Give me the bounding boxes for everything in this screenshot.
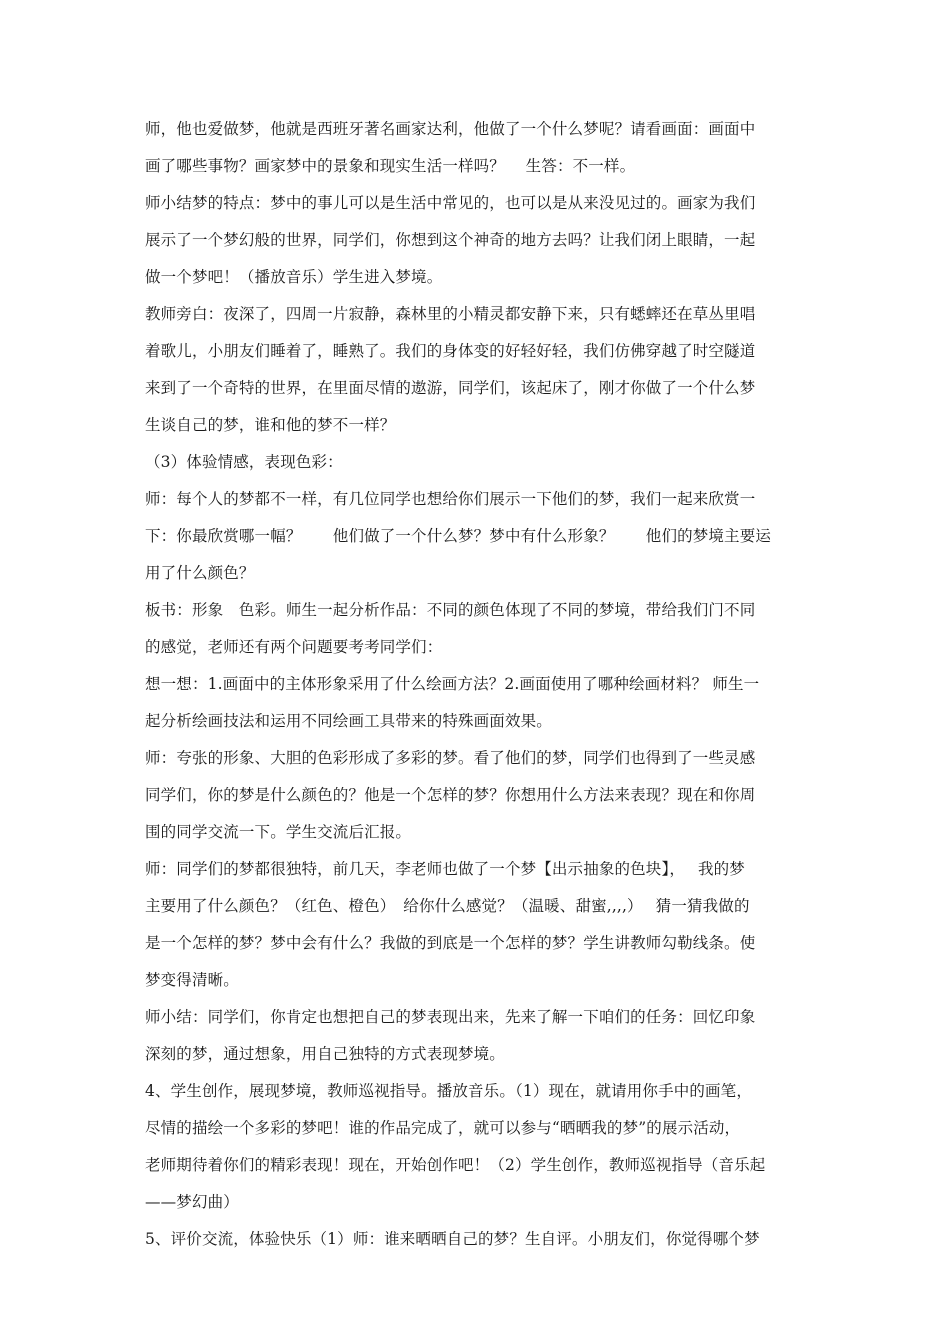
text-line: 画了哪些事物？画家梦中的景象和现实生活一样吗？ 生答：不一样。 — [145, 157, 636, 175]
text-line: 5、评价交流，体验快乐（1）师：谁来晒晒自己的梦？生自评。小朋友们，你觉得哪个梦 — [145, 1230, 760, 1248]
section-heading: （3）体验情感，表现色彩： — [145, 453, 343, 471]
text-line: 来到了一个奇特的世界，在里面尽情的遨游，同学们，该起床了，刚才你做了一个什么梦 — [145, 379, 756, 397]
text-line: 老师期待着你们的精彩表现！现在，开始创作吧！（2）学生创作，教师巡视指导（音乐起 — [145, 1156, 766, 1174]
text-line: 梦变得清晰。 — [145, 971, 239, 989]
text-line: 展示了一个梦幻般的世界，同学们，你想到这个神奇的地方去吗？让我们闭上眼睛，一起 — [145, 231, 756, 249]
text-line: 师：每个人的梦都不一样，有几位同学也想给你们展示一下他们的梦，我们一起来欣赏一 — [145, 490, 756, 508]
text-line: 围的同学交流一下。学生交流后汇报。 — [145, 823, 412, 841]
text-line: ——梦幻曲） — [145, 1193, 239, 1211]
text-line: 的感觉，老师还有两个问题要考考同学们： — [145, 638, 443, 656]
text-line: 起分析绘画技法和运用不同绘画工具带来的特殊画面效果。 — [145, 712, 552, 730]
text-line: 师：同学们的梦都很独特，前几天，李老师也做了一个梦【出示抽象的色块】， 我的梦 — [145, 860, 745, 878]
text-line: 深刻的梦，通过想象，用自己独特的方式表现梦境。 — [145, 1045, 505, 1063]
text-line: 用了什么颜色？ — [145, 564, 255, 582]
text-line: 尽情的描绘一个多彩的梦吧！谁的作品完成了，就可以参与“晒晒我的梦”的展示活动， — [145, 1119, 741, 1137]
text-line: 生谈自己的梦，谁和他的梦不一样？ — [145, 416, 396, 434]
text-line: 师小结：同学们，你肯定也想把自己的梦表现出来，先来了解一下咱们的任务：回忆印象 — [145, 1008, 756, 1026]
text-line: 主要用了什么颜色？（红色、橙色） 给你什么感觉？（温暖、甜蜜,,,,） 猜一猜我做的 — [145, 897, 750, 915]
text-line: 同学们，你的梦是什么颜色的？他是一个怎样的梦？你想用什么方法来表现？现在和你周 — [145, 786, 756, 804]
text-line: 想一想：1.画面中的主体形象采用了什么绘画方法？2.画面使用了哪种绘画材料？ 师生一 — [145, 675, 760, 693]
text-line: 教师旁白：夜深了，四周一片寂静，森林里的小精灵都安静下来，只有蟋蟀还在草丛里唱 — [145, 305, 756, 323]
text-line: 是一个怎样的梦？梦中会有什么？我做的到底是一个怎样的梦？学生讲教师勾勒线条。使 — [145, 934, 756, 952]
text-line: 下：你最欣赏哪一幅？ 他们做了一个什么梦？梦中有什么形象？ 他们的梦境主要运 — [145, 527, 772, 545]
text-line: 做一个梦吧！（播放音乐）学生进入梦境。 — [145, 268, 443, 286]
text-line: 着歌儿，小朋友们睡着了，睡熟了。我们的身体变的好轻好轻，我们仿佛穿越了时空隧道 — [145, 342, 756, 360]
text-line: 4、学生创作，展现梦境，教师巡视指导。播放音乐。（1）现在，就请用你手中的画笔， — [145, 1082, 752, 1100]
text-line: 师小结梦的特点：梦中的事儿可以是生活中常见的，也可以是从来没见过的。画家为我们 — [145, 194, 756, 212]
text-line: 师，他也爱做梦，他就是西班牙著名画家达利，他做了一个什么梦呢？请看画面：画面中 — [145, 120, 756, 138]
text-line: 板书：形象 色彩。师生一起分析作品：不同的颜色体现了不同的梦境，带给我们门不同 — [145, 601, 756, 619]
text-line: 师：夸张的形象、大胆的色彩形成了多彩的梦。看了他们的梦，同学们也得到了一些灵感 — [145, 749, 756, 767]
